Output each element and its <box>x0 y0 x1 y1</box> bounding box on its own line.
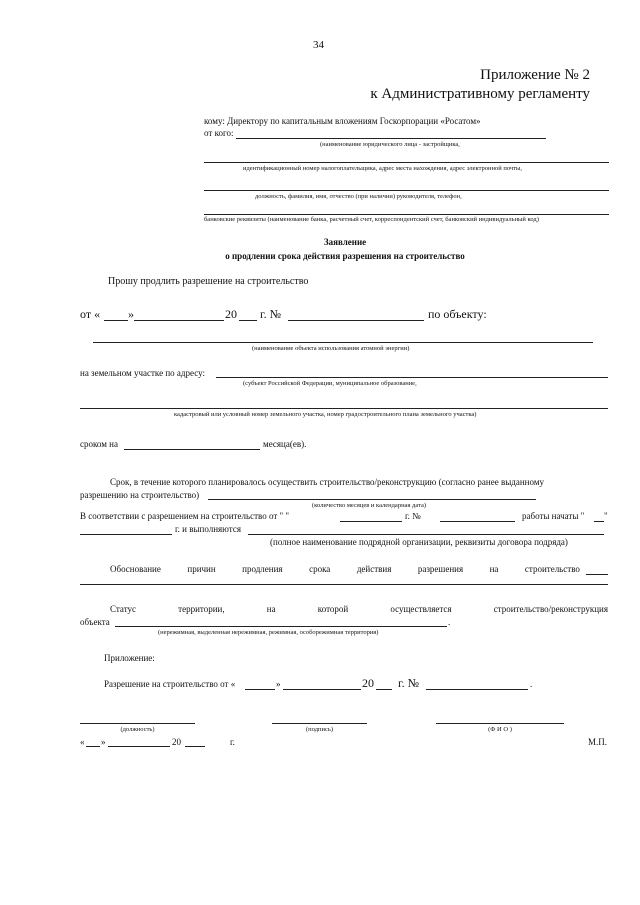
justification-word: действия <box>356 564 392 574</box>
justification-word: срока <box>309 564 331 574</box>
works-started-date-field[interactable] <box>80 534 172 535</box>
signature-year-suffix: г. <box>230 737 235 747</box>
signature-year-field[interactable] <box>185 746 205 747</box>
full-name-field[interactable] <box>436 723 564 724</box>
justification-word: на <box>489 564 499 574</box>
territory-status-field[interactable] <box>115 626 447 627</box>
hint-signature: (подпись) <box>306 726 333 733</box>
stamp-place: М.П. <box>588 737 608 747</box>
permit-year-field[interactable] <box>239 320 257 321</box>
hint-legal-entity: (наименование юридического лица - застройщика, <box>320 141 460 148</box>
by-object-label: по объекту: <box>428 307 487 321</box>
term-unit: месяца(ев). <box>263 439 307 449</box>
attached-permit-year-field[interactable] <box>376 689 392 690</box>
works-executed-label: г. и выполняются <box>175 524 241 534</box>
attached-permit-year-prefix: 20 <box>362 676 374 690</box>
hint-head: должность, фамилия, имя, отчество (при наличии) руководителя, телефон, <box>255 193 462 200</box>
status-word: на <box>266 604 276 614</box>
attached-permit-month-field[interactable] <box>283 689 361 690</box>
contractor-field[interactable] <box>248 534 604 535</box>
period-field[interactable] <box>208 499 536 500</box>
hint-position: (должность) <box>120 726 155 733</box>
signature-month-field[interactable] <box>108 746 170 747</box>
page-number: 34 <box>313 39 324 51</box>
justification-word: строительство <box>524 564 580 574</box>
land-address-label: на земельном участке по адресу: <box>80 368 205 378</box>
status-object-label: объекта <box>80 617 110 627</box>
hint-full-name: (Ф И О ) <box>488 726 512 733</box>
period-text-line2: разрешению на строительство) <box>80 490 200 500</box>
permit-number-field[interactable] <box>288 320 424 321</box>
permit-year-prefix: 20 <box>225 307 237 321</box>
hint-contractor: (полное наименование подрядной организации, реквизиты договора подряда) <box>270 537 568 547</box>
status-word: осуществляется <box>390 604 452 614</box>
signature-date-open: « <box>80 737 85 747</box>
signature-field[interactable] <box>272 723 367 724</box>
permit-date-open: от « <box>80 307 101 321</box>
taxpayer-field-line[interactable] <box>204 162 609 163</box>
accordance-number-label: г. № <box>405 511 421 521</box>
accordance-text: В соответствии с разрешением на строительство от " " <box>80 511 290 521</box>
accordance-number-field[interactable] <box>440 521 515 522</box>
attached-permit-number-label: г. № <box>398 676 420 690</box>
status-word: территории, <box>178 604 225 614</box>
signature-year-prefix: 20 <box>172 737 181 747</box>
status-word: Статус <box>110 604 136 614</box>
works-started-label: работы начаты " <box>522 511 585 521</box>
position-field[interactable] <box>80 723 195 724</box>
status-word: строительство/реконструкция <box>493 604 608 614</box>
head-field-line[interactable] <box>204 190 609 191</box>
signature-date-close: » <box>101 737 106 747</box>
attached-permit-period: . <box>530 679 533 689</box>
document-subtitle: о продлении срока действия разрешения на строительство <box>225 251 465 261</box>
accordance-date-field[interactable] <box>340 521 402 522</box>
hint-bank: банковские реквизиты (наименование банка, расчетный счет, корреспондентский счет, банковский индивидуальный код) <box>204 216 539 223</box>
hint-territory: (нережимная, выделенная нережимная, режимная, особорежимная территория) <box>158 629 379 636</box>
permit-date-close: » <box>128 307 134 321</box>
request-text: Прошу продлить разрешение на строительство <box>108 276 309 287</box>
hint-period: (количество месяцев и календарная дата) <box>312 502 427 509</box>
justification-field-end[interactable] <box>586 574 608 575</box>
term-field[interactable] <box>124 449 260 450</box>
status-text <box>110 605 608 614</box>
attached-permit-close: » <box>276 679 281 689</box>
works-started-day-field[interactable] <box>594 521 604 522</box>
hint-cadastral: кадастровый или условный номер земельного участка, номер градостроительного плана земельного участка) <box>174 411 477 418</box>
bank-field-line[interactable] <box>204 214 609 215</box>
attached-permit-number-field[interactable] <box>426 689 528 690</box>
attached-permit-day-field[interactable] <box>245 689 275 690</box>
justification-field[interactable] <box>80 584 608 585</box>
cadastral-field[interactable] <box>80 408 608 409</box>
land-address-field[interactable] <box>216 377 608 378</box>
permit-day-field[interactable] <box>104 320 128 321</box>
works-started-quote: " <box>604 511 608 521</box>
hint-taxpayer: идентификационный номер налогоплательщика, адрес места нахождения, адрес электронной почты, <box>243 165 523 172</box>
justification-word: Обоснование <box>110 564 161 574</box>
signature-day-field[interactable] <box>86 746 100 747</box>
justification-word: разрешения <box>417 564 464 574</box>
hint-land-subject: (субъект Российской Федерации, муниципальное образование, <box>243 380 417 387</box>
term-label: сроком на <box>80 439 118 449</box>
addressee-from-label: от кого: <box>204 128 234 138</box>
regulation-reference: к Административному регламенту <box>370 86 590 102</box>
addressee-to: кому: Директору по капитальным вложениям Госкорпорации «Росатом» <box>204 116 481 126</box>
from-field-line[interactable] <box>236 138 546 139</box>
appendix-number: Приложение № 2 <box>480 67 590 83</box>
justification-word: причин <box>187 564 216 574</box>
permit-year-no: г. № <box>260 307 282 321</box>
hint-object: (наименование объекта использования атомной энергии) <box>252 345 410 352</box>
object-name-field[interactable] <box>93 342 593 343</box>
period-text-line1: Срок, в течение которого планировалось осуществить строительство/реконструкцию (согласно ранее выданному <box>110 477 545 487</box>
attachment-label: Приложение: <box>104 653 155 663</box>
justification-word: продления <box>242 564 283 574</box>
justification-text <box>110 565 580 574</box>
attached-permit-text: Разрешение на строительство от « <box>104 679 236 689</box>
permit-month-field[interactable] <box>134 320 224 321</box>
status-word: которой <box>317 604 349 614</box>
document-title: Заявление <box>323 237 367 247</box>
status-period: . <box>448 617 451 627</box>
